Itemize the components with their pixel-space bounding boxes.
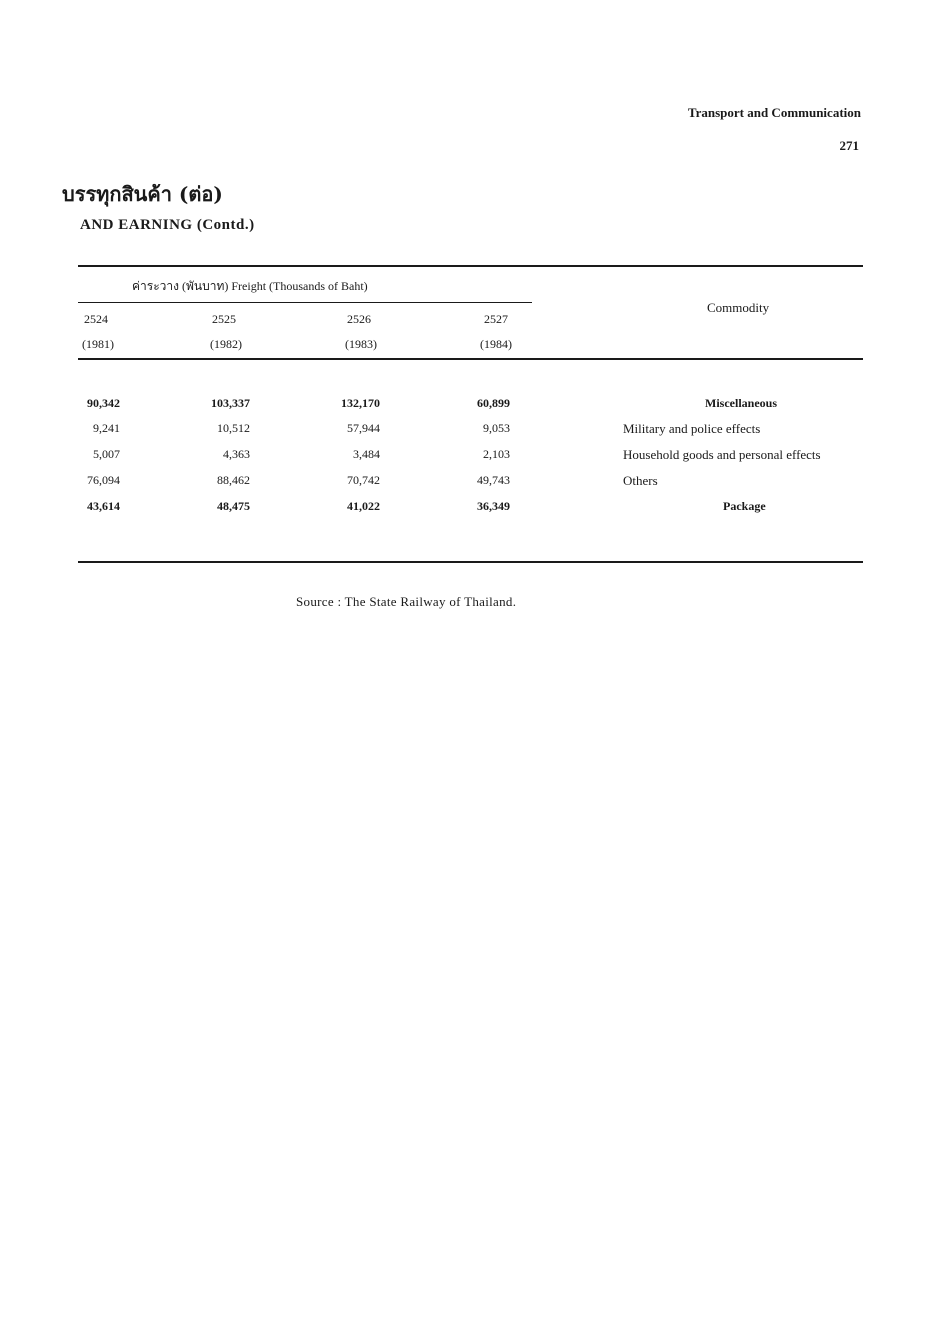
table-cell: 5,007: [93, 447, 120, 461]
year-be-2525: 2525: [212, 312, 236, 326]
table-title-english: AND EARNING (Contd.): [80, 217, 255, 233]
table-cell: 88,462: [217, 473, 250, 487]
table-cell: 76,094: [87, 473, 120, 487]
commodity-label: Military and police effects: [623, 421, 761, 436]
table-cell: 132,170: [341, 396, 380, 410]
table-cell: 3,484: [353, 447, 380, 461]
table-cell: 43,614: [87, 499, 120, 513]
year-ce-1982: (1982): [210, 337, 242, 351]
year-ce-1983: (1983): [345, 337, 377, 351]
table-cell: 60,899: [477, 396, 510, 410]
freight-header-rule: [78, 302, 532, 303]
table-cell: 10,512: [217, 421, 250, 435]
table-cell: 103,337: [211, 396, 250, 410]
commodity-header: Commodity: [707, 300, 770, 315]
table-cell: 90,342: [87, 396, 120, 410]
table-top-rule: [78, 265, 863, 267]
table-cell: 48,475: [217, 499, 250, 513]
table-cell: 2,103: [483, 447, 510, 461]
table-cell: 70,742: [347, 473, 380, 487]
commodity-label: Miscellaneous: [705, 396, 777, 410]
table-bottom-rule: [78, 561, 863, 563]
table-title-thai: บรรทุกสินค้า (ต่อ): [62, 182, 223, 206]
year-be-2526: 2526: [347, 312, 371, 326]
year-be-2524: 2524: [84, 312, 108, 326]
header-bottom-rule: [78, 358, 863, 360]
year-ce-1981: (1981): [82, 337, 114, 351]
table-cell: 41,022: [347, 499, 380, 513]
freight-caption: ค่าระวาง (พันบาท) Freight (Thousands of Baht): [132, 279, 368, 293]
table-cell: 4,363: [223, 447, 250, 461]
table-cell: 57,944: [347, 421, 380, 435]
commodity-label: Package: [723, 499, 766, 513]
commodity-label: Others: [623, 473, 658, 488]
running-header: Transport and Communication: [687, 105, 861, 120]
table-cell: 36,349: [477, 499, 510, 513]
table-cell: 9,241: [93, 421, 120, 435]
table-cell: 49,743: [477, 473, 510, 487]
source-note: Source : The State Railway of Thailand.: [296, 594, 517, 609]
commodity-label: Household goods and personal effects: [623, 447, 821, 462]
page-number: 271: [839, 138, 859, 153]
year-be-2527: 2527: [484, 312, 508, 326]
table-cell: 9,053: [483, 421, 510, 435]
year-ce-1984: (1984): [480, 337, 512, 351]
